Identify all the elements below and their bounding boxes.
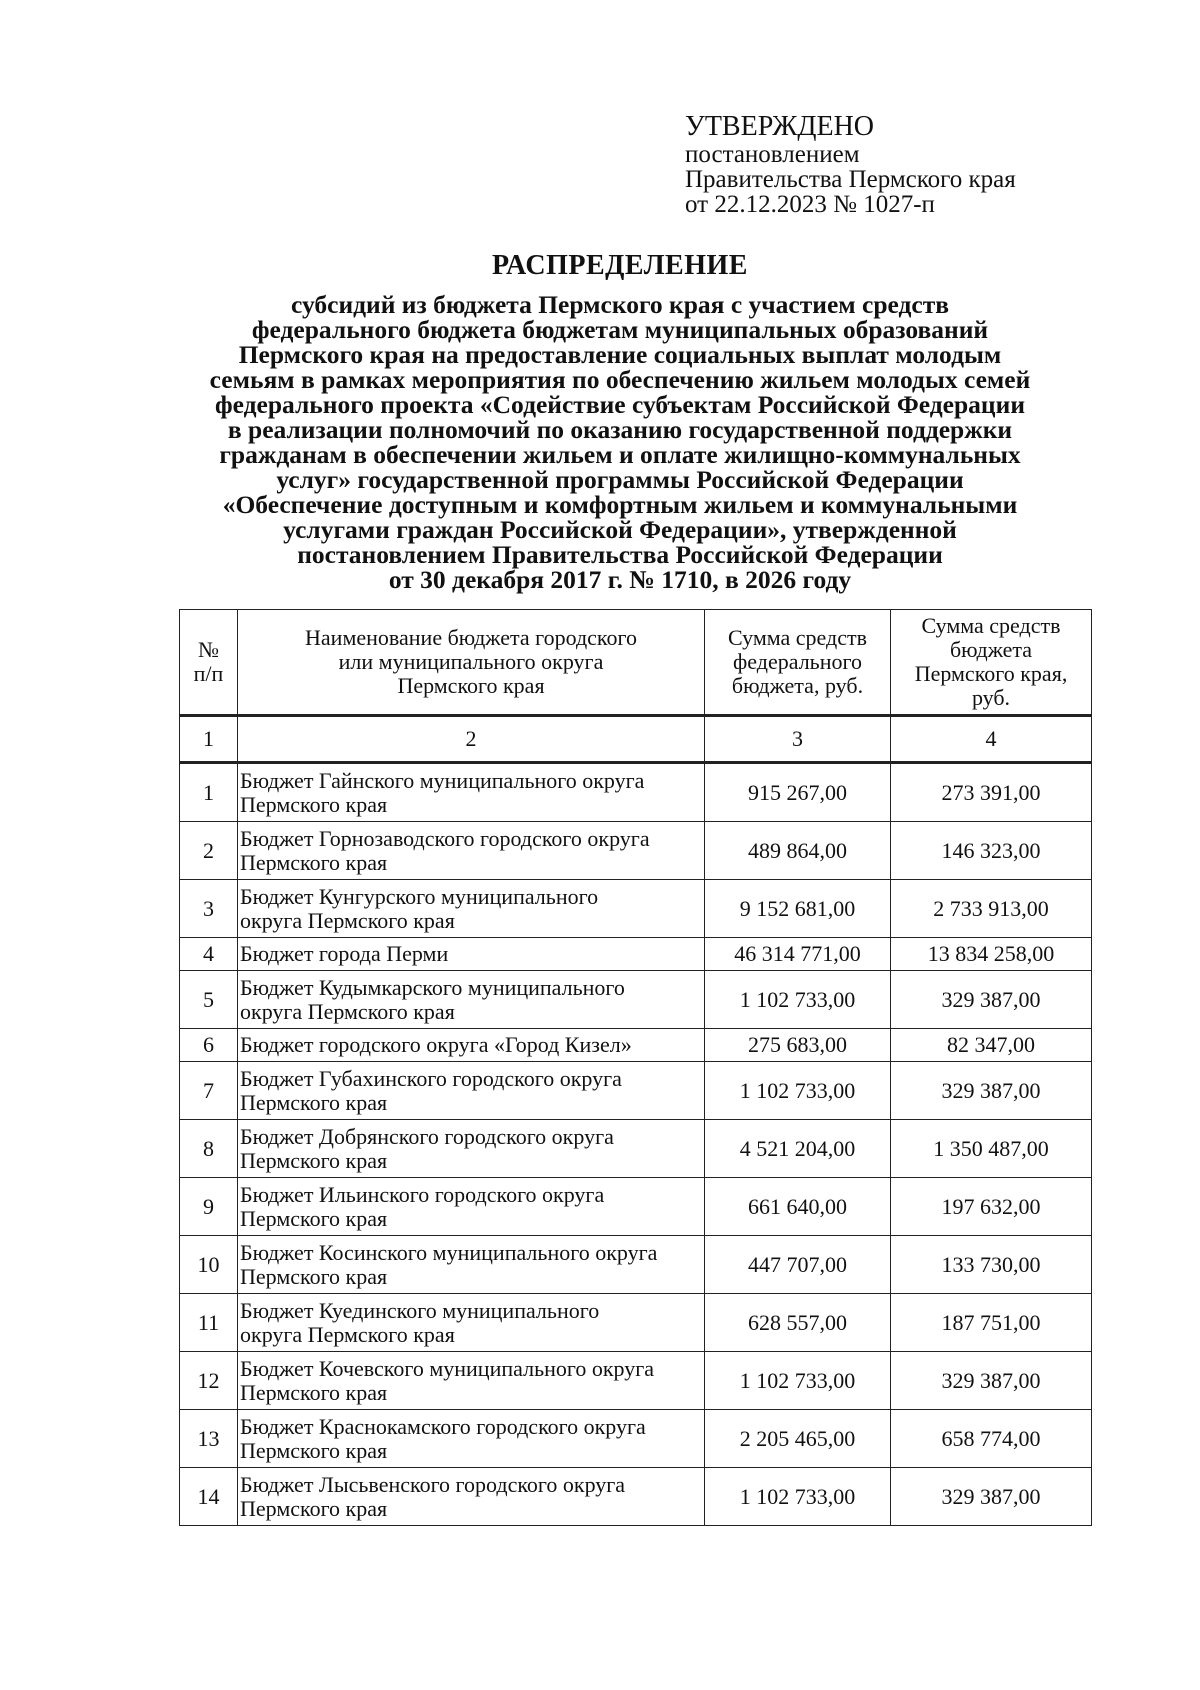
federal-sum: 661 640,00: [705, 1178, 891, 1236]
budget-name: [238, 1062, 705, 1120]
document-title: РАСПРЕДЕЛЕНИЕ: [492, 250, 748, 281]
table-row: [180, 938, 1092, 971]
budget-name: [238, 1468, 705, 1526]
budget-name-line: Пермского края: [240, 1263, 388, 1289]
header-regional-sum: Сумма средств бюджета Пермского края, руб.: [891, 610, 1092, 716]
table-row: [180, 1029, 1092, 1062]
budget-name-line: Бюджет Кудымкарского муниципального: [240, 974, 625, 1000]
budget-name-line: Пермского края: [240, 1379, 388, 1405]
row-number: 14: [180, 1468, 238, 1526]
table-row: [180, 880, 1092, 938]
column-number: 3: [705, 716, 891, 763]
column-number: 2: [238, 716, 705, 763]
approval-line: Правительства Пермского края: [685, 166, 1016, 193]
table-row: [180, 1468, 1092, 1526]
budget-name-line: округа Пермского края: [240, 1321, 455, 1347]
budget-name: [238, 1120, 705, 1178]
regional-sum: 329 387,00: [891, 971, 1092, 1029]
table-row: [180, 1236, 1092, 1294]
budget-name: [238, 763, 705, 822]
federal-sum: 1 102 733,00: [705, 1352, 891, 1410]
budget-name-line: Пермского края: [240, 1205, 388, 1231]
subtitle-line: федерального проекта «Содействие субъектам Российской Федерации: [214, 390, 1026, 419]
regional-sum: 329 387,00: [891, 1352, 1092, 1410]
regional-sum: 82 347,00: [891, 1029, 1092, 1062]
table-row: [180, 1062, 1092, 1120]
budget-name: [238, 938, 705, 971]
table-row: [180, 1178, 1092, 1236]
federal-sum: 9 152 681,00: [705, 880, 891, 938]
row-number: 11: [180, 1294, 238, 1352]
subtitle-line: от 30 декабря 2017 г. № 1710, в 2026 году: [388, 565, 852, 594]
federal-sum: 1 102 733,00: [705, 971, 891, 1029]
regional-sum: 658 774,00: [891, 1410, 1092, 1468]
table-row: [180, 1120, 1092, 1178]
budget-name-line: Бюджет Косинского муниципального округа: [240, 1239, 658, 1265]
federal-sum: 915 267,00: [705, 763, 891, 822]
budget-name-line: Бюджет Губахинского городского округа: [240, 1065, 622, 1091]
row-number: 6: [180, 1029, 238, 1062]
table-row: [180, 763, 1092, 822]
subtitle-line: гражданам в обеспечении жильем и оплате жилищно-коммунальных: [219, 440, 1021, 469]
budget-name-line: Бюджет Куединского муниципального: [240, 1297, 600, 1323]
row-number: 4: [180, 938, 238, 971]
subtitle-line: услуг» государственной программы Российской Федерации: [276, 465, 964, 494]
budget-name-line: Пермского края: [240, 791, 388, 817]
budget-name-line: Бюджет Ильинского городского округа: [240, 1181, 605, 1207]
regional-sum: 329 387,00: [891, 1062, 1092, 1120]
budget-name-line: Пермского края: [240, 1147, 388, 1173]
subtitle-line: услугами граждан Российской Федерации», утвержденной: [283, 515, 957, 544]
subtitle-line: семьям в рамках мероприятия по обеспечению жильем молодых семей: [209, 365, 1031, 394]
budget-name-line: Бюджет города Перми: [240, 941, 449, 966]
federal-sum: 1 102 733,00: [705, 1062, 891, 1120]
header-budget-name: Наименование бюджета городского или муниципального округа Пермского края: [238, 610, 705, 716]
row-number: 8: [180, 1120, 238, 1178]
budget-name-line: Пермского края: [240, 849, 388, 875]
budget-name-line: округа Пермского края: [240, 998, 455, 1024]
budget-name-line: Бюджет Горнозаводского городского округа: [240, 825, 650, 851]
federal-sum: 1 102 733,00: [705, 1468, 891, 1526]
budget-name-line: Пермского края: [240, 1495, 388, 1521]
budget-name: [238, 880, 705, 938]
federal-sum: 2 205 465,00: [705, 1410, 891, 1468]
federal-sum: 4 521 204,00: [705, 1120, 891, 1178]
federal-sum: 628 557,00: [705, 1294, 891, 1352]
budget-name-line: Бюджет Кунгурского муниципального: [240, 883, 599, 909]
row-number: 9: [180, 1178, 238, 1236]
regional-sum: 133 730,00: [891, 1236, 1092, 1294]
budget-name-line: Бюджет Гайнского муниципального округа: [240, 767, 645, 793]
table-header-row: [180, 610, 1092, 716]
regional-sum: 2 733 913,00: [891, 880, 1092, 938]
budget-name-line: Бюджет Кочевского муниципального округа: [240, 1355, 655, 1381]
table-row: [180, 971, 1092, 1029]
column-number: 4: [891, 716, 1092, 763]
budget-name: [238, 1236, 705, 1294]
regional-sum: 197 632,00: [891, 1178, 1092, 1236]
budget-name: [238, 1178, 705, 1236]
regional-sum: 329 387,00: [891, 1468, 1092, 1526]
federal-sum: 46 314 771,00: [705, 938, 891, 971]
column-number-row: [180, 716, 1092, 763]
approval-line: от 22.12.2023 № 1027-п: [685, 191, 935, 218]
subtitle-line: субсидий из бюджета Пермского края с участием средств: [290, 290, 950, 319]
header-federal-sum: Сумма средств федерального бюджета, руб.: [705, 610, 891, 716]
budget-name: [238, 1029, 705, 1062]
subtitle-line: в реализации полномочий по оказанию государственной поддержки: [227, 415, 1013, 444]
budget-name-line: Бюджет городского округа «Город Кизел»: [240, 1032, 632, 1057]
budget-name-line: Бюджет Краснокамского городского округа: [240, 1413, 646, 1439]
budget-name: [238, 822, 705, 880]
subtitle-line: федерального бюджета бюджетам муниципальных образований: [251, 315, 989, 344]
budget-name-line: Пермского края: [240, 1437, 388, 1463]
subtitle-line: постановлением Правительства Российской Федерации: [297, 540, 943, 569]
table-row: [180, 822, 1092, 880]
row-number: 2: [180, 822, 238, 880]
approval-block: [685, 112, 1016, 217]
budget-name-line: Бюджет Добрянского городского округа: [240, 1123, 614, 1149]
table-row: [180, 1410, 1092, 1468]
row-number: 7: [180, 1062, 238, 1120]
budget-name-line: округа Пермского края: [240, 907, 455, 933]
budget-name: [238, 971, 705, 1029]
regional-sum: 13 834 258,00: [891, 938, 1092, 971]
approval-line: постановлением: [685, 141, 860, 168]
budget-name-line: Пермского края: [240, 1089, 388, 1115]
federal-sum: 275 683,00: [705, 1029, 891, 1062]
row-number: 12: [180, 1352, 238, 1410]
distribution-table: [179, 609, 1092, 1526]
regional-sum: 273 391,00: [891, 763, 1092, 822]
regional-sum: 146 323,00: [891, 822, 1092, 880]
row-number: 5: [180, 971, 238, 1029]
budget-name-line: Бюджет Лысьвенского городского округа: [240, 1471, 626, 1497]
row-number: 3: [180, 880, 238, 938]
regional-sum: 1 350 487,00: [891, 1120, 1092, 1178]
budget-name: [238, 1410, 705, 1468]
subtitle-line: «Обеспечение доступным и комфортным жильем и коммунальными: [222, 490, 1018, 519]
table-row: [180, 1352, 1092, 1410]
row-number: 10: [180, 1236, 238, 1294]
document-subtitle: [110, 292, 1130, 592]
column-number: 1: [180, 716, 238, 763]
header-number: № п/п: [180, 610, 238, 716]
federal-sum: 447 707,00: [705, 1236, 891, 1294]
row-number: 13: [180, 1410, 238, 1468]
budget-name: [238, 1352, 705, 1410]
budget-name: [238, 1294, 705, 1352]
federal-sum: 489 864,00: [705, 822, 891, 880]
row-number: 1: [180, 763, 238, 822]
approval-stamp: УТВЕРЖДЕНО: [685, 111, 875, 142]
table-row: [180, 1294, 1092, 1352]
subtitle-line: Пермского края на предоставление социальных выплат молодым: [238, 340, 1002, 369]
regional-sum: 187 751,00: [891, 1294, 1092, 1352]
